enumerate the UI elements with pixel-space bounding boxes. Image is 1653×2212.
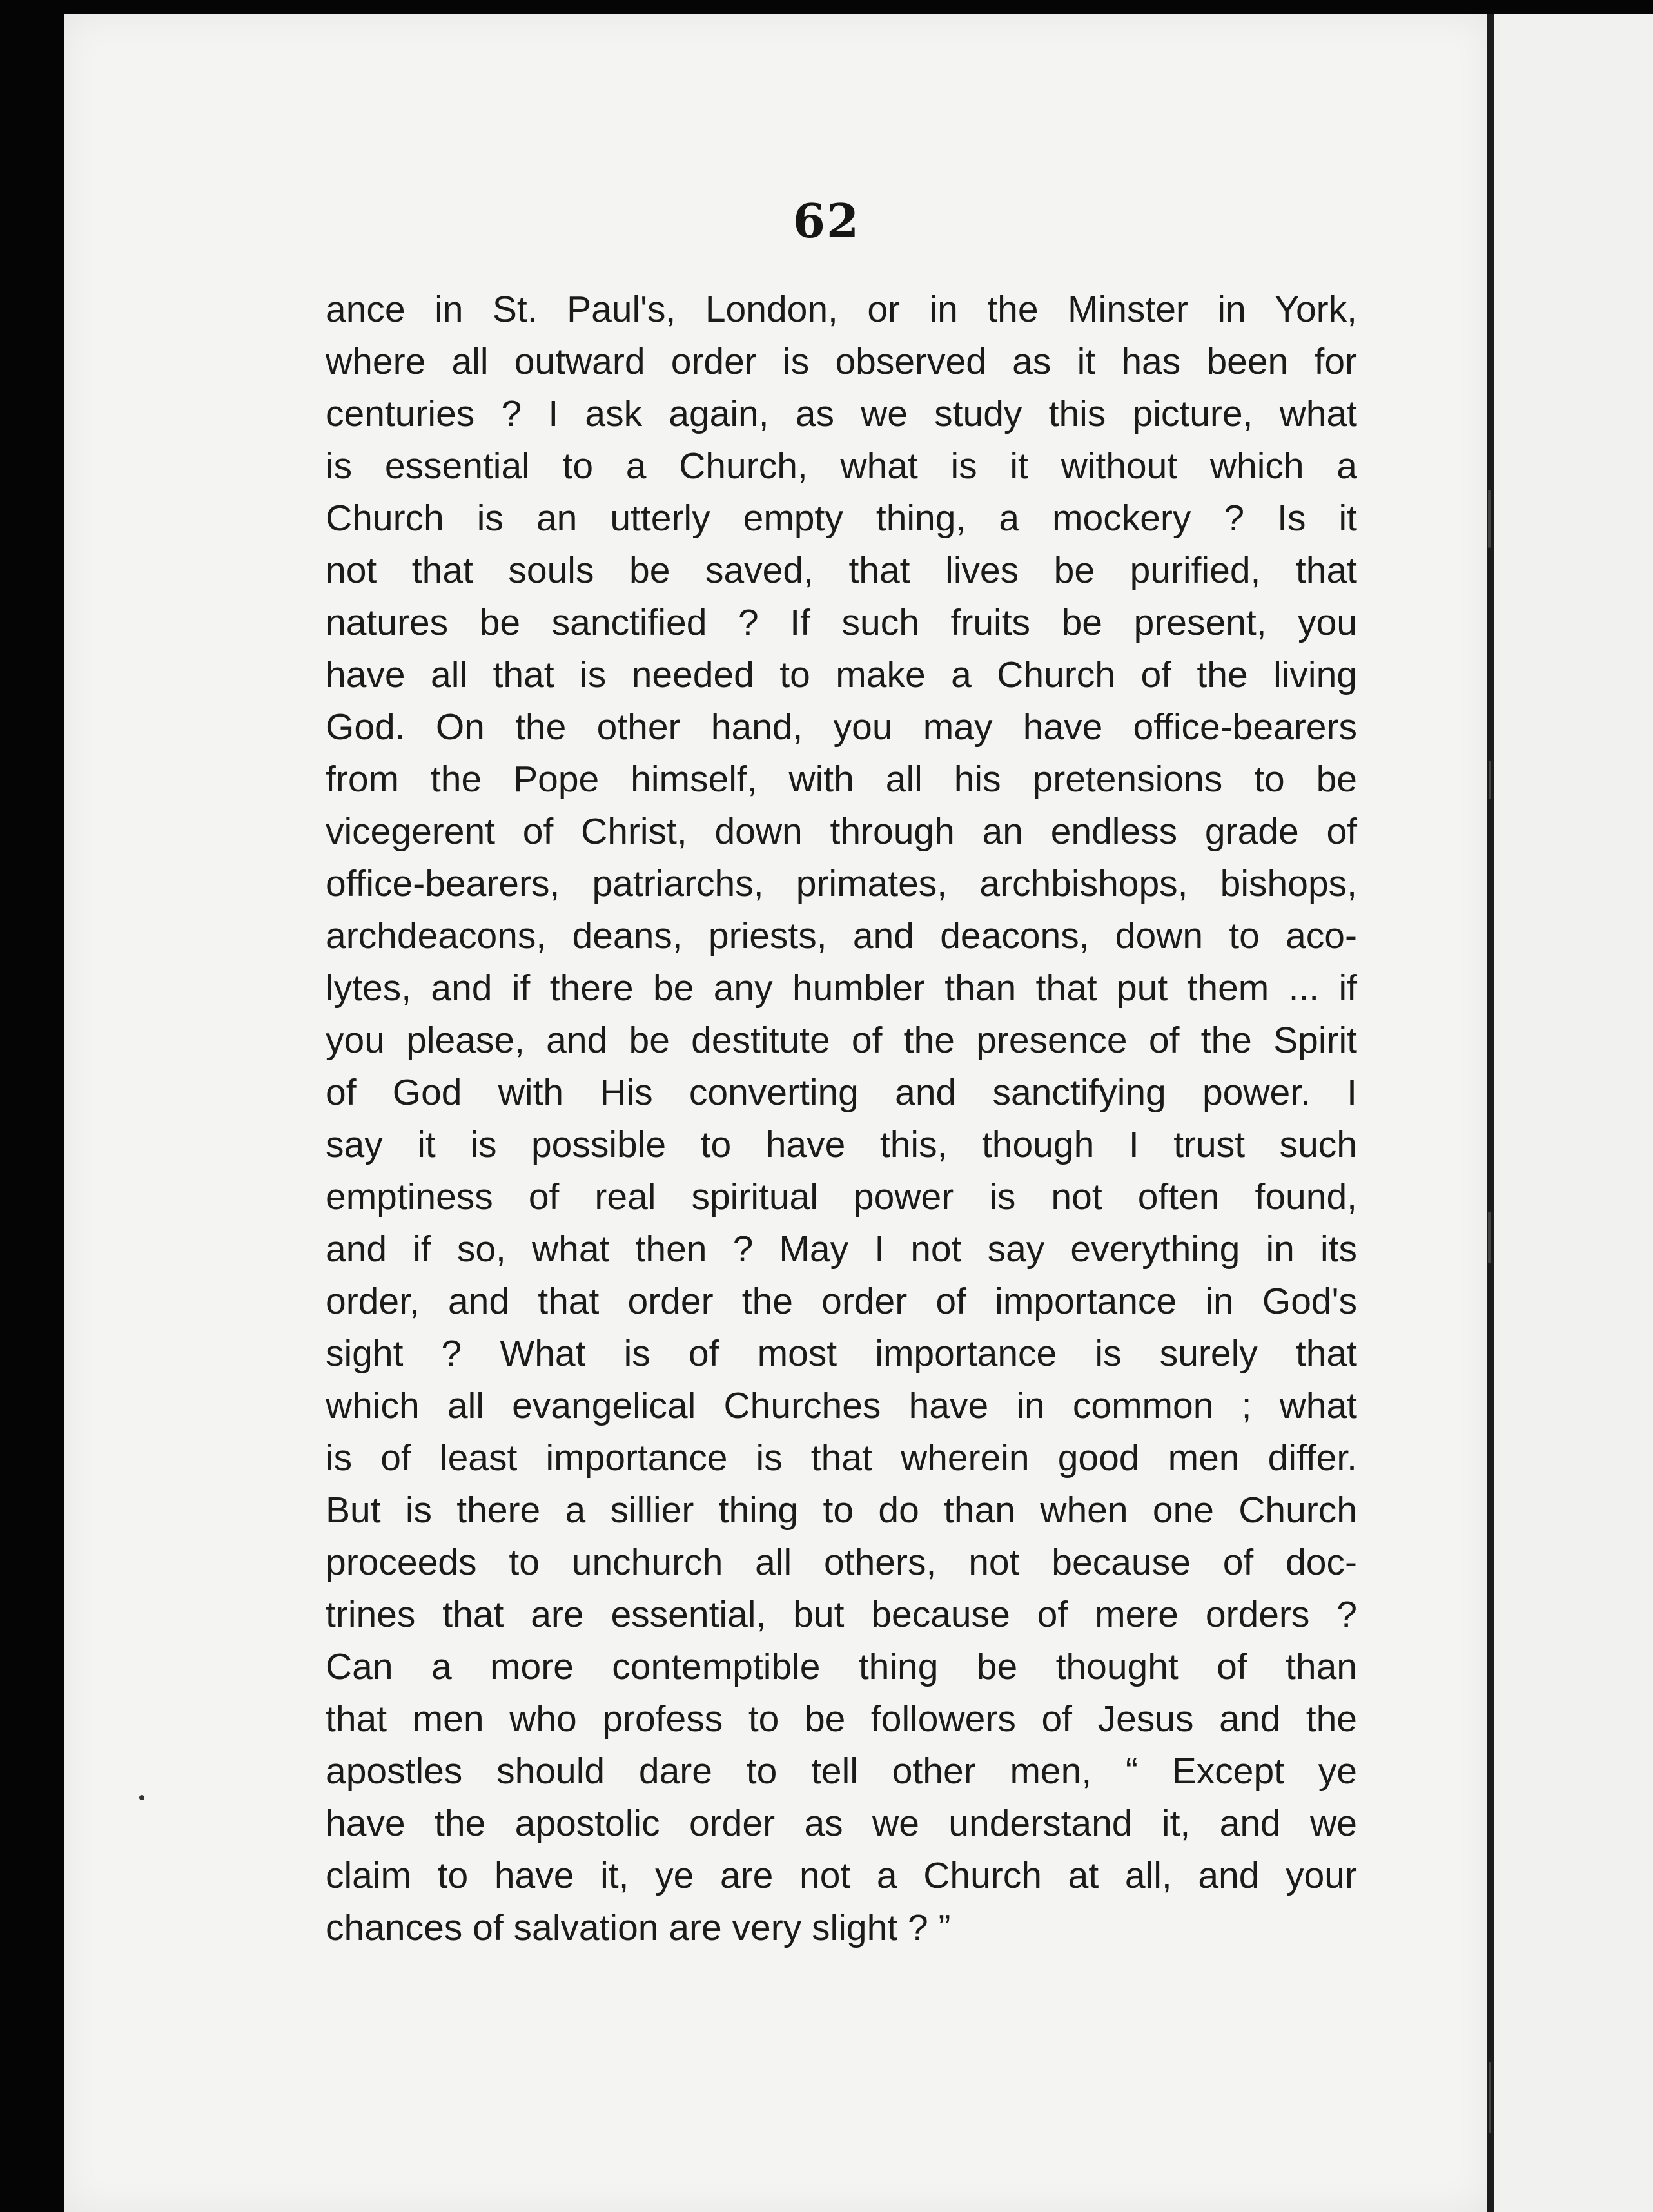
text-line: where all outward order is observed as it has been for (326, 341, 1357, 382)
text-line: ance in St. Paul's, London, or in the Minster in York, (326, 289, 1357, 330)
text-line: sight ? What is of most importance is surely that (326, 1333, 1357, 1374)
text-line: you please, and be destitute of the presence of the Spirit (326, 1020, 1357, 1061)
text-line: lytes, and if there be any humbler than that put them ... if (326, 967, 1357, 1009)
text-line: say it is possible to have this, though I trust such (326, 1124, 1357, 1165)
text-line: apostles should dare to tell other men, “ Except ye (326, 1751, 1357, 1792)
edge-mark (1488, 1212, 1491, 1263)
text-line: Church is an utterly empty thing, a mockery ? Is it (326, 498, 1357, 539)
text-line: office-bearers, patriarchs, primates, archbishops, bishops, (326, 863, 1357, 904)
text-line: have all that is needed to make a Church of the living (326, 654, 1357, 695)
text-line: Can a more contemptible thing be thought of than (326, 1646, 1357, 1687)
text-line: trines that are essential, but because of mere orders ? (326, 1594, 1357, 1635)
text-line: order, and that order the order of importance in God's (326, 1281, 1357, 1322)
text-line: God. On the other hand, you may have office-bearers (326, 706, 1357, 748)
edge-mark (1489, 761, 1491, 799)
text-line: natures be sanctified ? If such fruits be present, you (326, 602, 1357, 643)
text-line: emptiness of real spiritual power is not often found, (326, 1176, 1357, 1218)
text-line: is of least importance is that wherein good men differ. (326, 1437, 1357, 1479)
text-line: and if so, what then ? May I not say everything in its (326, 1228, 1357, 1270)
edge-mark (1488, 490, 1491, 548)
body-text (326, 284, 1357, 1954)
scan-speck (139, 1795, 144, 1800)
text-line: centuries ? I ask again, as we study this picture, what (326, 393, 1357, 434)
text-line: have the apostolic order as we understand it, and we (326, 1803, 1357, 1844)
page-number: 62 (792, 193, 861, 248)
text-line: of God with His converting and sanctifying power. I (326, 1072, 1357, 1113)
text-line: proceeds to unchurch all others, not because of doc- (326, 1542, 1357, 1583)
text-line: chances of salvation are very slight ? ” (326, 1907, 951, 1948)
text-line: is essential to a Church, what is it without which a (326, 445, 1357, 487)
text-line: vicegerent of Christ, down through an endless grade of (326, 811, 1357, 852)
text-line: claim to have it, ye are not a Church at all, and your (326, 1855, 1357, 1896)
adjacent-page-edge (1494, 14, 1653, 2212)
text-line: But is there a sillier thing to do than when one Church (326, 1489, 1357, 1531)
text-line: from the Pope himself, with all his pretensions to be (326, 759, 1357, 800)
edge-mark (1489, 2062, 1491, 2133)
text-line: archdeacons, deans, priests, and deacons, down to aco- (326, 915, 1357, 956)
text-line: which all evangelical Churches have in common ; what (326, 1385, 1357, 1426)
text-line: that men who profess to be followers of Jesus and the (326, 1698, 1357, 1740)
text-line: not that souls be saved, that lives be purified, that (326, 550, 1357, 591)
